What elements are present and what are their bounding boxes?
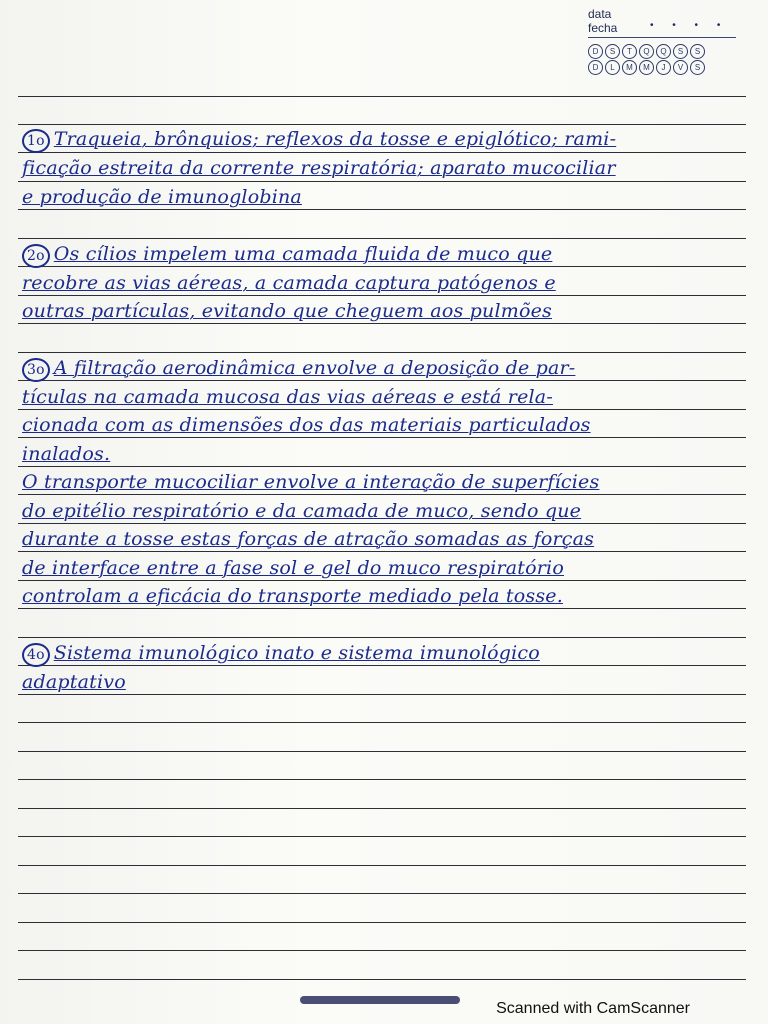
weekday-circle: L — [605, 60, 620, 75]
answer-3-line-5: O transporte mucociliar envolve a interação de superfícies — [22, 471, 600, 493]
weekday-circle: S — [605, 44, 620, 59]
answer-3-line-3: cionada com as dimensões dos das materiais particulados — [22, 414, 591, 436]
answer-3-line-8: de interface entre a fase sol e gel do muco respiratório — [22, 557, 564, 579]
ruled-line — [18, 893, 746, 894]
weekday-circle: V — [673, 60, 688, 75]
answer-text: Traqueia, brônquios; reflexos da tosse e epiglótico; rami- — [53, 128, 617, 150]
weekday-circle: Q — [656, 44, 671, 59]
ruled-line — [18, 836, 746, 837]
answer-3-line-2: tículas na camada mucosa das vias aéreas e está rela- — [22, 386, 553, 408]
ruled-line — [18, 950, 746, 951]
answer-number: 1o — [22, 129, 50, 153]
ruled-line — [18, 922, 746, 923]
weekday-circle: M — [639, 60, 654, 75]
answer-text: Sistema imunológico inato e sistema imunológico — [53, 642, 540, 664]
answer-2-line-3: outras partículas, evitando que cheguem aos pulmões — [22, 300, 552, 322]
weekday-circle: M — [622, 60, 637, 75]
answer-1-line-3: e produção de imunoglobina — [22, 186, 302, 208]
answer-1-line-1 — [22, 128, 762, 153]
ruled-line — [18, 124, 746, 125]
ruled-line — [18, 494, 746, 495]
ruled-line — [18, 637, 746, 638]
weekday-circle: T — [622, 44, 637, 59]
answer-number: 3o — [22, 358, 50, 382]
ruled-line — [18, 551, 746, 552]
ruled-line — [18, 209, 746, 210]
ink-smudge — [300, 996, 460, 1004]
weekday-circle: Q — [639, 44, 654, 59]
ruled-line — [18, 722, 746, 723]
answer-text: Os cílios impelem uma camada fluida de muco que — [53, 243, 553, 265]
data-label: data — [588, 7, 612, 21]
answer-3-line-9: controlam a eficácia do transporte mediado pela tosse. — [22, 585, 563, 607]
answer-2-line-1 — [22, 243, 762, 268]
date-line — [588, 37, 736, 38]
ruled-line — [18, 865, 746, 866]
scanner-watermark: Scanned with CamScanner — [496, 1000, 690, 1017]
ruled-line — [18, 437, 746, 438]
answer-3-line-6: do epitélio respiratório e da camada de muco, sendo que — [22, 500, 582, 522]
fecha-label: fecha — [588, 21, 618, 35]
answer-text: A filtração aerodinâmica envolve a deposição de par- — [53, 357, 576, 379]
weekday-circle: D — [588, 44, 603, 59]
answer-2-line-2: recobre as vias aéreas, a camada captura patógenos e — [22, 272, 556, 294]
ruled-line — [18, 523, 746, 524]
answer-3-line-4: inalados. — [22, 443, 111, 465]
ruled-line — [18, 608, 746, 609]
date-dots: • • • • — [650, 20, 729, 31]
ruled-line — [18, 466, 746, 467]
ruled-line — [18, 181, 746, 182]
answer-3-line-7: durante a tosse estas forças de atração somadas as forças — [22, 528, 595, 550]
weekday-circle: S — [690, 44, 705, 59]
answer-1-line-2: ficação estreita da corrente respiratória; aparato mucociliar — [22, 157, 616, 179]
ruled-line — [18, 751, 746, 752]
ruled-line — [18, 694, 746, 695]
weekday-circle: S — [673, 44, 688, 59]
date-header — [588, 6, 748, 76]
weekday-circle: J — [656, 60, 671, 75]
weekday-row-bottom — [588, 60, 705, 75]
weekday-circle: S — [690, 60, 705, 75]
ruled-line — [18, 580, 746, 581]
ruled-line — [18, 323, 746, 324]
ruled-line — [18, 295, 746, 296]
answer-3-line-1 — [22, 357, 762, 382]
ruled-line — [18, 238, 746, 239]
weekday-row-top — [588, 44, 705, 59]
ruled-line — [18, 979, 746, 980]
weekday-circle: D — [588, 60, 603, 75]
ruled-line — [18, 352, 746, 353]
answer-number: 2o — [22, 244, 50, 268]
ruled-line — [18, 409, 746, 410]
ruled-line — [18, 808, 746, 809]
answer-4-line-2: adaptativo — [22, 671, 126, 693]
ruled-line — [18, 779, 746, 780]
answer-number: 4o — [22, 643, 50, 667]
answer-4-line-1 — [22, 642, 762, 667]
ruled-line — [18, 96, 746, 97]
